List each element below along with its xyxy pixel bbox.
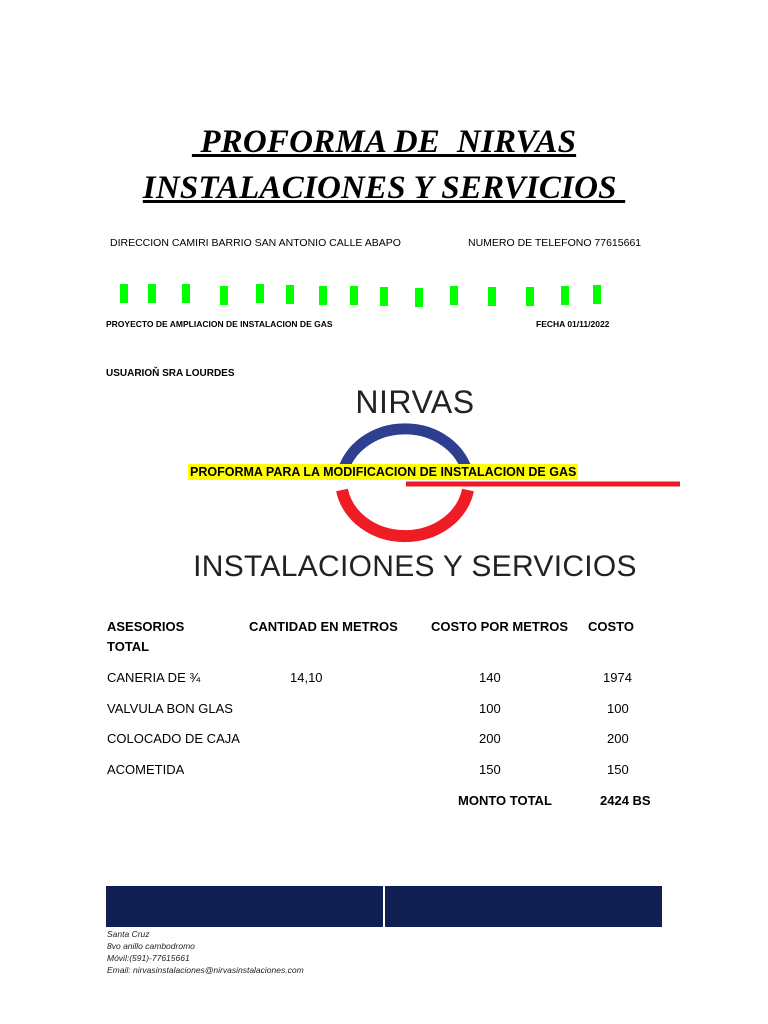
row-costo: 200 (607, 731, 629, 746)
green-bar (286, 285, 294, 304)
green-bar (488, 287, 496, 306)
row-costo: 100 (607, 701, 629, 716)
row-costo: 1974 (603, 670, 632, 685)
logo-top-text: NIRVAS (355, 384, 475, 420)
footer-mobile: Móvil:(591)-77615661 (107, 953, 190, 963)
green-bar (148, 284, 156, 303)
logo-bottom-text: INSTALACIONES Y SERVICIOS (193, 550, 637, 583)
header-costo-metro: COSTO POR METROS (431, 619, 568, 634)
row-costo-metro: 100 (479, 701, 501, 716)
header-costo: COSTO (588, 619, 634, 634)
logo-red-arc (342, 490, 468, 536)
green-bar (593, 285, 601, 304)
row-item: ACOMETIDA (107, 762, 185, 777)
proforma-highlight: PROFORMA PARA LA MODIFICACION DE INSTALACION DE GAS (190, 465, 577, 479)
green-bar-decoration (118, 284, 606, 306)
total-value: 2424 BS (600, 793, 651, 808)
green-bar (450, 286, 458, 305)
address-text: DIRECCION CAMIRI BARRIO SAN ANTONIO CALLE ABAPO (110, 237, 401, 249)
row-costo: 150 (607, 762, 629, 777)
row-costo-metro: 150 (479, 762, 501, 777)
green-bar (380, 287, 388, 306)
footer-address: 8vo anillo cambodromo (107, 941, 195, 951)
company-logo (150, 370, 680, 612)
footer-email: Email: nirvasinstalaciones@nirvasinstalaciones.com (107, 965, 304, 975)
green-bar (561, 286, 569, 305)
green-bar (350, 286, 358, 305)
row-item: COLOCADO DE CAJA (107, 731, 240, 746)
green-bar (415, 288, 423, 307)
header-total: TOTAL (107, 639, 150, 654)
project-text: PROYECTO DE AMPLIACION DE INSTALACION DE GAS (106, 319, 333, 329)
green-bar (526, 287, 534, 306)
green-bar (220, 286, 228, 305)
green-bar (319, 286, 327, 305)
row-item: CANERIA DE ¾ (107, 670, 201, 685)
green-bar (256, 284, 264, 303)
footer-city: Santa Cruz (107, 929, 150, 939)
total-label: MONTO TOTAL (458, 793, 552, 808)
row-item: VALVULA BON GLAS (107, 701, 233, 716)
document-title-line1: PROFORMA DE NIRVAS (191, 124, 577, 160)
footer-bar (106, 886, 662, 927)
header-cantidad: CANTIDAD EN METROS (249, 619, 398, 634)
row-cantidad: 14,10 (290, 670, 323, 685)
user-text: USUARIOŇ SRA LOURDES (106, 368, 235, 379)
row-costo-metro: 140 (479, 670, 501, 685)
green-bar (182, 284, 190, 303)
header-asesorios: ASESORIOS (107, 619, 185, 634)
date-text: FECHA 01/11/2022 (536, 319, 610, 329)
row-costo-metro: 200 (479, 731, 501, 746)
footer-divider (383, 886, 385, 927)
green-bar (120, 284, 128, 303)
document-title-line2: INSTALACIONES Y SERVICIOS (142, 170, 626, 206)
phone-text: NUMERO DE TELEFONO 77615661 (468, 237, 642, 249)
